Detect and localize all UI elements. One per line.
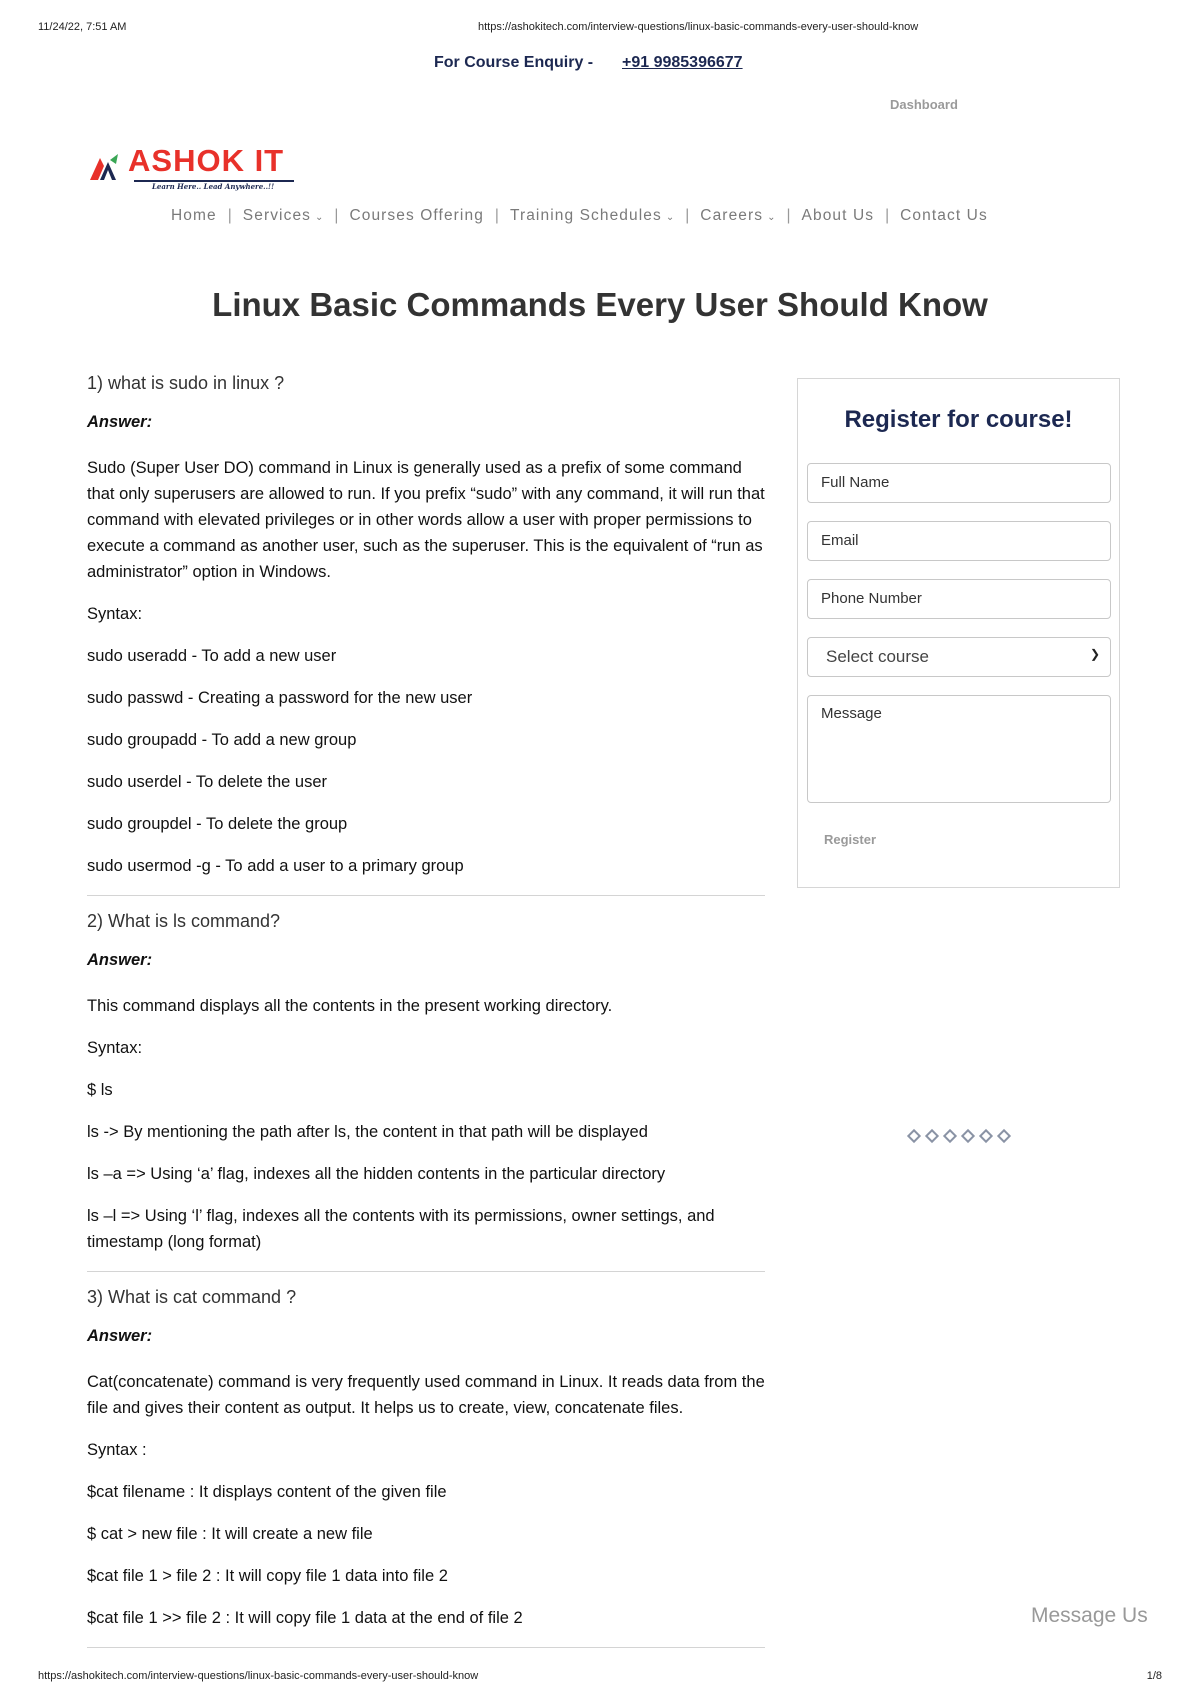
nav-separator: | [685,207,690,224]
logo-wordmark: ASHOK IT [128,143,285,178]
print-page-number: 1/8 [1146,1670,1162,1682]
command-line: $ ls [87,1081,113,1099]
nav-item-training-schedules[interactable] [510,207,674,225]
answer-label: Answer: [87,951,153,969]
command-line: $cat file 1 > file 2 : It will copy file 1 data into file 2 [87,1567,448,1585]
nav-item-label: Training Schedules [509,207,662,224]
loader-diamond [961,1129,975,1143]
loader-diamond [997,1129,1011,1143]
course-select-value: Select course [826,647,929,666]
dashboard-link[interactable]: Dashboard [890,97,958,112]
answer-paragraph: Cat(concatenate) command is very frequently used command in Linux. It reads data from the file and gives their content as output. It helps us to create, view, concatenate files. [87,1373,765,1417]
answer-paragraph: This command displays all the contents in the present working directory. [87,997,613,1015]
command-line: $cat file 1 >> file 2 : It will copy file 1 data at the end of file 2 [87,1609,523,1627]
print-datetime: 11/24/22, 7:51 AM [38,21,127,33]
nav-separator: | [885,207,890,224]
print-header [38,21,1162,35]
nav-item-careers[interactable] [700,207,775,225]
nav-item-home[interactable]: Home [171,207,217,224]
nav-item-services[interactable] [243,207,324,225]
nav-item-label: Careers [700,207,764,224]
chevron-down-icon: ⌄ [315,212,324,223]
chevron-down-icon: ❯ [1089,647,1100,661]
chevron-down-icon: ⌄ [767,212,776,223]
logo-mark-icon [88,152,124,182]
nav-separator: | [494,207,499,224]
syntax-label: Syntax : [87,1441,147,1459]
full-name-input[interactable]: Full Name [807,463,1111,503]
command-line: sudo useradd - To add a new user [87,647,337,665]
syntax-label: Syntax: [87,605,143,623]
loader-diamond [907,1129,921,1143]
phone-number-input[interactable]: Phone Number [807,579,1111,619]
register-form-title: Register for course! [844,406,1073,433]
command-line: $ cat > new file : It will create a new file [87,1525,373,1543]
question-divider [87,1647,765,1648]
nav-separator: | [786,207,791,224]
syntax-label: Syntax: [87,1039,143,1057]
ashok-it-logo[interactable] [88,143,298,194]
question-divider [87,1271,765,1272]
command-line: sudo groupadd - To add a new group [87,731,357,749]
command-line: sudo usermod -g - To add a user to a primary group [87,857,464,875]
question-block [87,1284,765,1631]
nav-separator: | [227,207,232,224]
print-footer-url: https://ashokitech.com/interview-questions/linux-basic-commands-every-user-should-know [38,1670,479,1682]
command-line: sudo groupdel - To delete the group [87,815,348,833]
logo-tagline: Learn Here.. Lead Anywhere..!! [152,182,275,191]
register-form [797,378,1120,888]
question-block [87,908,765,1255]
page-title: Linux Basic Commands Every User Should Know [212,286,988,323]
answer-paragraph: Sudo (Super User DO) command in Linux is generally used as a prefix of some command that only superusers are allowed to run. If you prefix “sudo” with any command, it will run that command with elevated privileges or in other words allow a user with proper permissions to execute a command as another user, such as the superuser. This is the equivalent of “run as administrator” option in Windows. [87,459,765,581]
article-content [87,370,765,1660]
question-title: 3) What is cat command ? [87,1287,297,1307]
email-input[interactable]: Email [807,521,1111,561]
command-line: sudo passwd - Creating a password for the new user [87,689,473,707]
register-button[interactable]: Register [824,832,877,847]
command-line: $cat filename : It displays content of the given file [87,1483,447,1501]
nav-separator: | [334,207,339,224]
enquiry-phone-link[interactable]: +91 9985396677 [622,54,743,71]
loader-diamond [925,1129,939,1143]
answer-label: Answer: [87,1327,153,1345]
nav-item-contact-us[interactable]: Contact Us [900,207,988,224]
nav-item-courses-offering[interactable]: Courses Offering [349,207,484,224]
nav-item-about-us[interactable]: About Us [801,207,875,224]
message-textarea[interactable]: Message [807,695,1111,803]
course-select[interactable] [807,637,1111,677]
question-title: 2) What is ls command? [87,911,281,931]
chevron-down-icon: ⌄ [665,212,675,223]
nav-item-label: Services [242,207,312,224]
course-enquiry-label: For Course Enquiry - [434,54,594,71]
loader-diamond [979,1129,993,1143]
command-line: ls –l => Using ‘l’ flag, indexes all the contents with its permissions, owner settings, and timestamp (long format) [87,1207,715,1251]
print-url: https://ashokitech.com/interview-questions/linux-basic-commands-every-user-should-know [478,21,919,33]
answer-label: Answer: [87,413,153,431]
question-divider [87,895,765,896]
loader-diamond [943,1129,957,1143]
command-line: ls -> By mentioning the path after ls, the content in that path will be displayed [87,1123,648,1141]
question-block [87,370,765,879]
main-nav [171,207,988,225]
message-us-button[interactable]: Message Us [1031,1604,1148,1627]
question-title: 1) what is sudo in linux ? [87,373,285,393]
loading-indicator-icon [907,1131,1011,1141]
command-line: ls –a => Using ‘a’ flag, indexes all the hidden contents in the particular directory [87,1165,666,1183]
command-line: sudo userdel - To delete the user [87,773,328,791]
